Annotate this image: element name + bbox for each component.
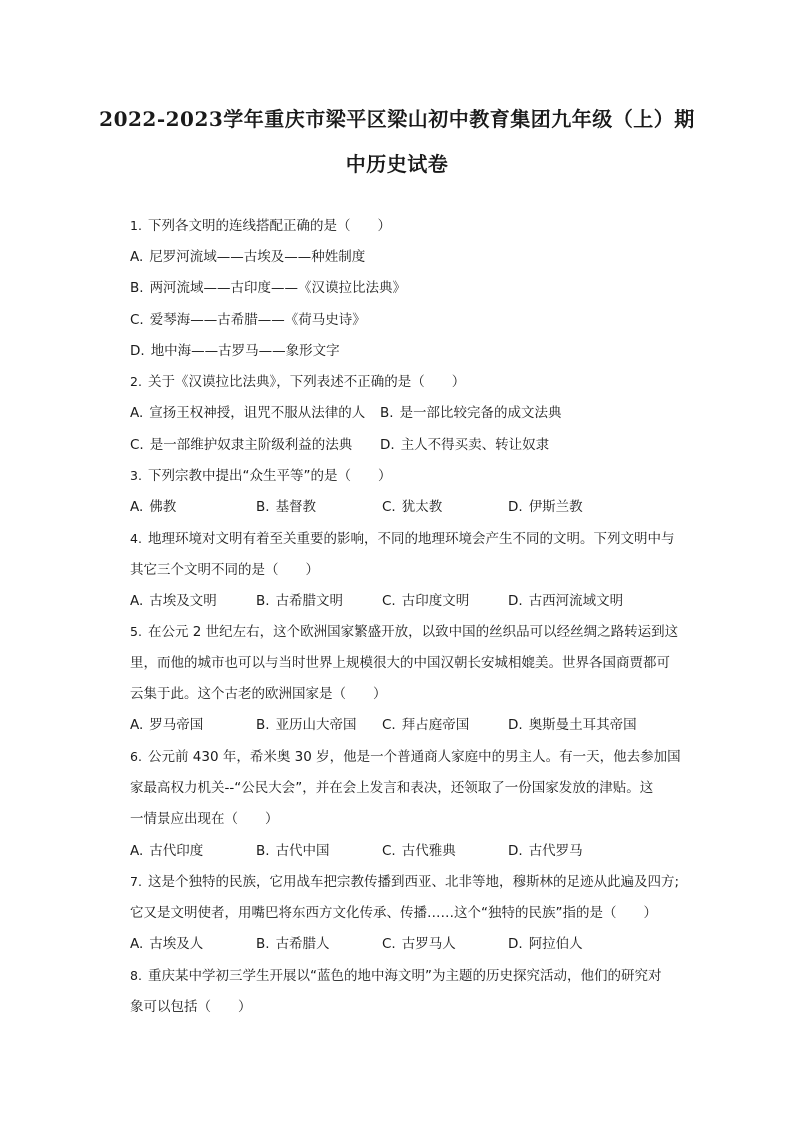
question-text: 关于《汉谟拉比法典》，下列表述不正确的是（ ） <box>148 374 466 390</box>
question-7-stem <box>130 872 700 892</box>
question-number: 8. <box>130 968 142 983</box>
question-3-stem <box>130 466 700 486</box>
question-2-option-c: C. 是一部维护奴隶主阶级利益的法典 <box>130 437 353 453</box>
question-2-option-a: A. 宣扬王权神授，诅咒不服从法律的人 <box>130 405 366 421</box>
question-7-option-c: C. 古罗马人 <box>382 936 456 952</box>
question-text: 在公元 2 世纪左右，这个欧洲国家繁盛开放，以致中国的丝织品可以经丝绸之路转运到这 <box>148 624 679 640</box>
question-3-option-d: D. 伊斯兰教 <box>508 499 583 515</box>
question-text: 重庆某中学初三学生开展以“蓝色的地中海文明”为主题的历史探究活动，他们的研究对 <box>148 968 662 984</box>
question-4-stem-cont: 其它三个文明不同的是（ ） <box>130 562 319 578</box>
question-7-option-d: D. 阿拉伯人 <box>508 936 583 952</box>
question-5-stem <box>130 622 700 642</box>
question-1-option-a: A. 尼罗河流域——古埃及——种姓制度 <box>130 249 366 265</box>
question-6-option-d: D. 古代罗马 <box>508 843 583 859</box>
question-6-stem <box>130 747 700 767</box>
question-1-option-b: B. 两河流域——古印度——《汉谟拉比法典》 <box>130 280 407 296</box>
question-5-stem-cont-2: 云集于此。这个古老的欧洲国家是（ ） <box>130 686 387 702</box>
question-2-option-d: D. 主人不得买卖、转让奴隶 <box>380 437 550 453</box>
question-number: 2. <box>130 374 142 389</box>
question-7-option-b: B. 古希腊人 <box>256 936 330 952</box>
question-6-stem-cont-2: 一情景应出现在（ ） <box>130 811 279 827</box>
question-number: 7. <box>130 874 142 889</box>
question-1-stem <box>130 216 700 236</box>
exam-title-line-2: 中历史试卷 <box>345 152 449 176</box>
question-text: 地理环境对文明有着至关重要的影响，不同的地理环境会产生不同的文明。下列文明中与 <box>148 531 675 547</box>
question-5-stem-cont-1: 里，而他的城市也可以与当时世界上规模很大的中国汉朝长安城相媲美。世界各国商贾都可 <box>130 655 670 671</box>
question-4-option-a: A. 古埃及文明 <box>130 593 217 609</box>
question-4-option-c: C. 古印度文明 <box>382 593 470 609</box>
question-5-option-d: D. 奥斯曼土耳其帝国 <box>508 717 637 733</box>
question-text: 这是个独特的民族，它用战车把宗教传播到西亚、北非等地，穆斯林的足迹从此遍及四方; <box>148 874 680 890</box>
question-5-option-a: A. 罗马帝国 <box>130 717 204 733</box>
question-text: 下列宗教中提出“众生平等”的是（ ） <box>148 468 392 484</box>
question-1-option-c: C. 爱琴海——古希腊——《荷马史诗》 <box>130 312 366 328</box>
question-text: 下列各文明的连线搭配正确的是（ ） <box>148 218 391 234</box>
question-3-option-b: B. 基督教 <box>256 499 317 515</box>
question-4-stem <box>130 529 700 549</box>
question-6-option-a: A. 古代印度 <box>130 843 204 859</box>
question-8-stem <box>130 966 700 986</box>
question-5-option-c: C. 拜占庭帝国 <box>382 717 470 733</box>
question-7-stem-cont: 它又是文明使者，用嘴巴将东西方文化传承、传播……这个“独特的民族”指的是（ ） <box>130 905 657 921</box>
question-number: 3. <box>130 468 142 483</box>
question-3-option-c: C. 犹太教 <box>382 499 443 515</box>
question-2-stem <box>130 372 700 392</box>
question-8-stem-cont: 象可以包括（ ） <box>130 999 252 1015</box>
question-number: 1. <box>130 218 142 233</box>
question-text: 公元前 430 年，希米奥 30 岁，他是一个普通商人家庭中的男主人。有一天，他去参加国 <box>148 749 681 765</box>
question-6-option-b: B. 古代中国 <box>256 843 330 859</box>
question-4-option-d: D. 古西河流域文明 <box>508 593 624 609</box>
question-number: 6. <box>130 749 142 764</box>
question-1-option-d: D. 地中海——古罗马——象形文字 <box>130 343 340 359</box>
question-4-option-b: B. 古希腊文明 <box>256 593 344 609</box>
question-6-stem-cont-1: 家最高权力机关--“公民大会”，并在会上发言和表决，还领取了一份国家发放的津贴。这 <box>130 780 654 796</box>
question-3-option-a: A. 佛教 <box>130 499 177 515</box>
question-5-option-b: B. 亚历山大帝国 <box>256 717 357 733</box>
question-number: 4. <box>130 531 142 546</box>
question-2-option-b: B. 是一部比较完备的成文法典 <box>380 405 562 421</box>
question-7-option-a: A. 古埃及人 <box>130 936 204 952</box>
question-number: 5. <box>130 624 142 639</box>
question-6-option-c: C. 古代雅典 <box>382 843 456 859</box>
exam-title-line-1: 2022-2023学年重庆市梁平区梁山初中教育集团九年级（上）期 <box>99 107 695 131</box>
